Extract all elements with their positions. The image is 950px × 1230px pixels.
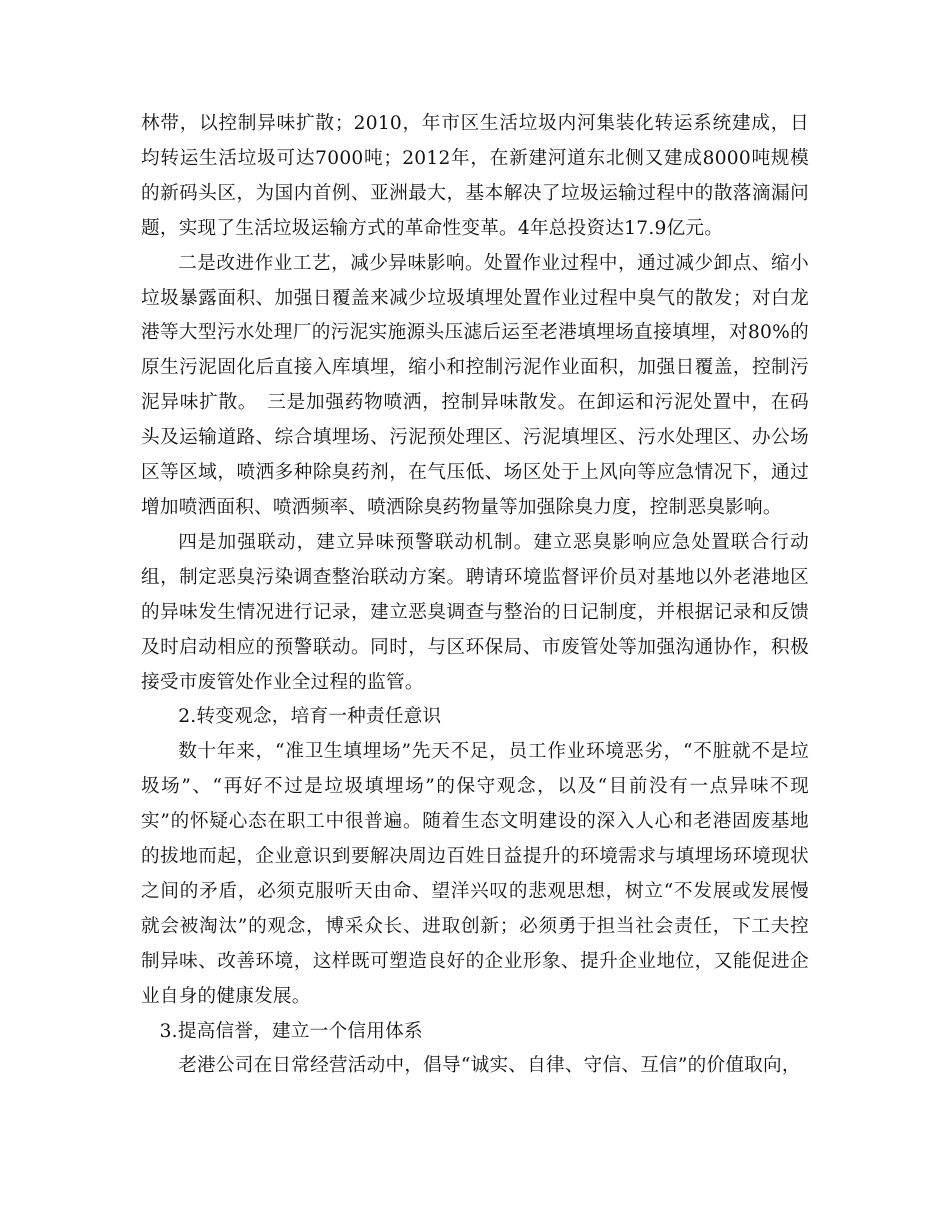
- section-heading-2: 2.转变观念，培育一种责任意识: [178, 706, 442, 728]
- paragraph-credit: 老港公司在日常经营活动中，倡导“诚实、自律、守信、互信”的价值取向，: [178, 1055, 801, 1077]
- document-body: [141, 107, 809, 1084]
- section-heading-3: 3.提高信誉，建立一个信用体系: [159, 1020, 423, 1042]
- paragraph-process-and-spraying: 二是改进作业工艺，减少异味影响。处置作业过程中，通过减少卸点、缩小垃圾暴露面积、加强日覆盖来减少垃圾填埋处置作业过程中臭气的散发；对白龙港等大型污水处理厂的污泥实施源头压滤后运至老港填埋场直接填埋，对80%的原生污泥固化后直接入库填埋，缩小和控制污泥作业面积，加强日覆盖，控制污泥异味扩散。 三是加强药物喷洒，控制异味散发。在卸运和污泥处置中，在码头及运输道路、综合填埋场、污泥预处理区、污泥填埋区、污水处理区、办公场区等区域，喷洒多种除臭药剂，在气压低、场区处于上风向等应急情况下，通过增加喷洒面积、喷洒频率、喷洒除臭药物量等加强除臭力度，控制恶臭影响。: [141, 252, 809, 518]
- paragraph-linkage: 四是加强联动，建立异味预警联动机制。建立恶臭影响应急处置联合行动组，制定恶臭污染调查整治联动方案。聘请环境监督评价员对基地以外老港地区的异味发生情况进行记录，建立恶臭调查与整治的日记制度，并根据记录和反馈及时启动相应的预警联动。同时，与区环保局、市废管处等加强沟通协作，积极接受市废管处作业全过程的监管。: [141, 531, 809, 693]
- paragraph-transport: 林带，以控制异味扩散；2010，年市区生活垃圾内河集装化转运系统建成，日均转运生活垃圾可达7000吨；2012年，在新建河道东北侧又建成8000吨规模的新码头区，为国内首例、亚洲最大，基本解决了垃圾运输过程中的散落滴漏问题，实现了生活垃圾运输方式的革命性变革。4年总投资达17.9亿元。: [141, 113, 809, 239]
- paragraph-mindset: 数十年来，“准卫生填埋场”先天不足，员工作业环境恶劣，“不脏就不是垃圾场”、“再好不过是垃圾填埋场”的保守观念，以及“目前没有一点异味不现实”的怀疑心态在职工中很普遍。随着生态文明建设的深入人心和老港固废基地的拔地而起，企业意识到要解决周边百姓日益提升的环境需求与填埋场环境现状之间的矛盾，必须克服听天由命、望洋兴叹的悲观思想，树立“不发展或发展慢就会被淘汰”的观念，博采众长、进取创新；必须勇于担当社会责任，下工夫控制异味、改善环境，这样既可塑造良好的企业形象、提升企业地位，又能促进企业自身的健康发展。: [141, 741, 809, 1007]
